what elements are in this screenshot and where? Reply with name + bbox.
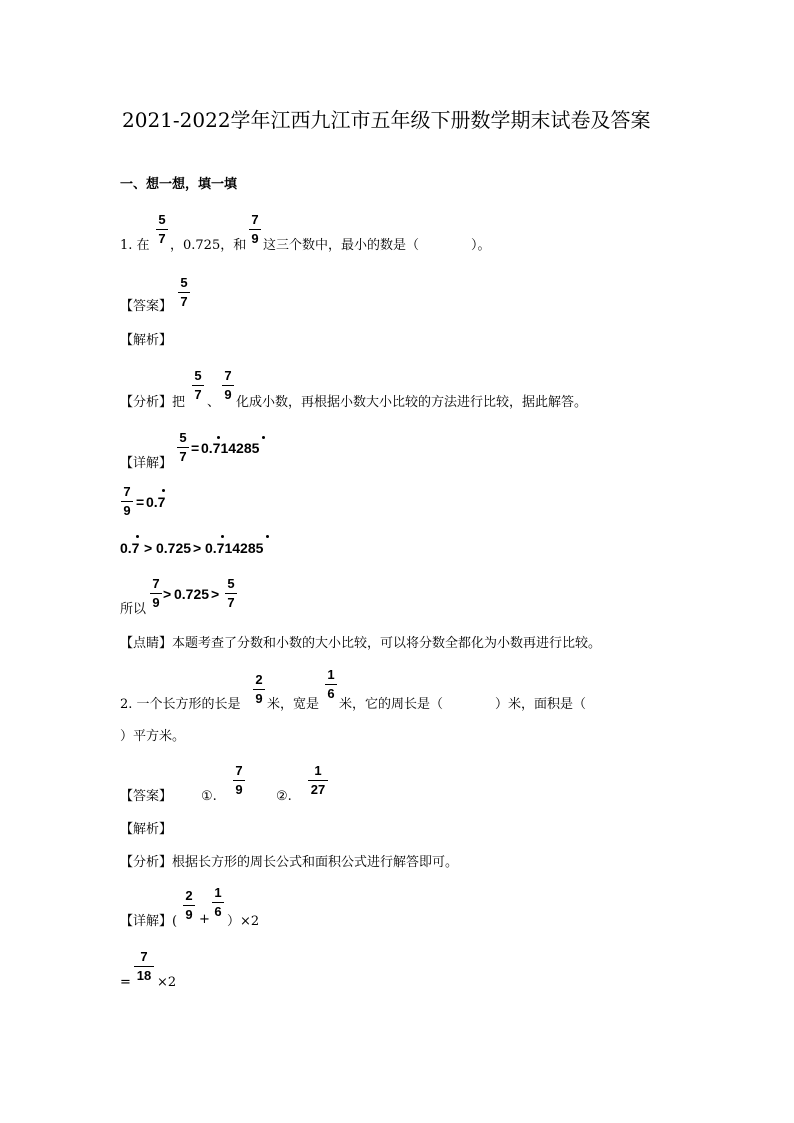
q1-mid: ，0.725，和 — [170, 238, 247, 253]
repeat-dot — [262, 436, 265, 439]
q1-detail3-c: 0.714285 — [205, 540, 264, 556]
plus-sign: + — [199, 912, 210, 927]
q1-fenxi-label: 【分析】把 — [120, 395, 186, 410]
q2-post: 米，它的周长是（ ）米，面积是（ — [339, 697, 587, 712]
page-title: 2021-2022学年江西九江市五年级下册数学期末试卷及答案 — [122, 108, 651, 132]
repeat-dot — [266, 535, 269, 538]
q1-detail4-gt1: > — [163, 586, 172, 602]
q1-suoyi: 所以 — [120, 602, 147, 617]
q2-fenxi: 【分析】根据长方形的周长公式和面积公式进行解答即可。 — [120, 855, 459, 870]
q1-jiexi: 【解析】 — [120, 333, 173, 348]
repeat-dot — [136, 535, 139, 538]
q1-pre: 1. 在 — [120, 238, 150, 253]
q1-detail2-value: 0.7 — [146, 494, 166, 510]
q1-detail2-eq: = — [136, 494, 145, 510]
q1-detail1-eq: = — [191, 440, 200, 456]
repeat-dot — [162, 489, 165, 492]
q2-xiangjie-label: 【详解】( — [120, 914, 178, 929]
section-heading: 一、想一想，填一填 — [120, 177, 238, 192]
q1-detail3-a: 0.7 — [120, 540, 140, 556]
repeat-dot — [217, 436, 220, 439]
q2-step2-post: ×2 — [157, 975, 177, 990]
q1-xiangjie-label: 【详解】 — [120, 456, 173, 471]
q2-pre: 2. 一个长方形的长是 — [120, 697, 241, 712]
q1-dianjing: 【点睛】本题考查了分数和小数的大小比较，可以将分数全都化为小数再进行比较。 — [120, 636, 602, 651]
q1-detail4-gt2: > — [211, 586, 220, 602]
q2-answer-label: 【答案】 — [120, 789, 173, 804]
q1-detail4-mid: 0.725 — [174, 586, 210, 602]
q1-detail3-b: 0.725 — [156, 540, 192, 556]
q1-fenxi-text: 化成小数，再根据小数大小比较的方法进行比较，据此解答。 — [236, 395, 588, 410]
q2-jiexi: 【解析】 — [120, 822, 173, 837]
q1-answer-label: 【答案】 — [120, 299, 173, 314]
q2-line2: ）平方米。 — [120, 729, 186, 744]
equals-sign: = — [120, 975, 131, 990]
q2-mid: 米，宽是 — [267, 697, 320, 712]
q1-post: 这三个数中，最小的数是（ ）。 — [263, 238, 491, 253]
q1-detail3-gt2: > — [193, 540, 202, 556]
q2-answer-mark-1: ①. — [201, 789, 217, 804]
q2-detail-post: ）×2 — [227, 914, 260, 929]
q2-answer-mark-2: ②. — [276, 789, 292, 804]
q1-fenxi-sep: 、 — [207, 395, 221, 410]
repeat-dot — [221, 535, 224, 538]
q1-detail3-gt1: > — [144, 540, 153, 556]
q1-detail1-value: 0.714285 — [201, 440, 260, 456]
